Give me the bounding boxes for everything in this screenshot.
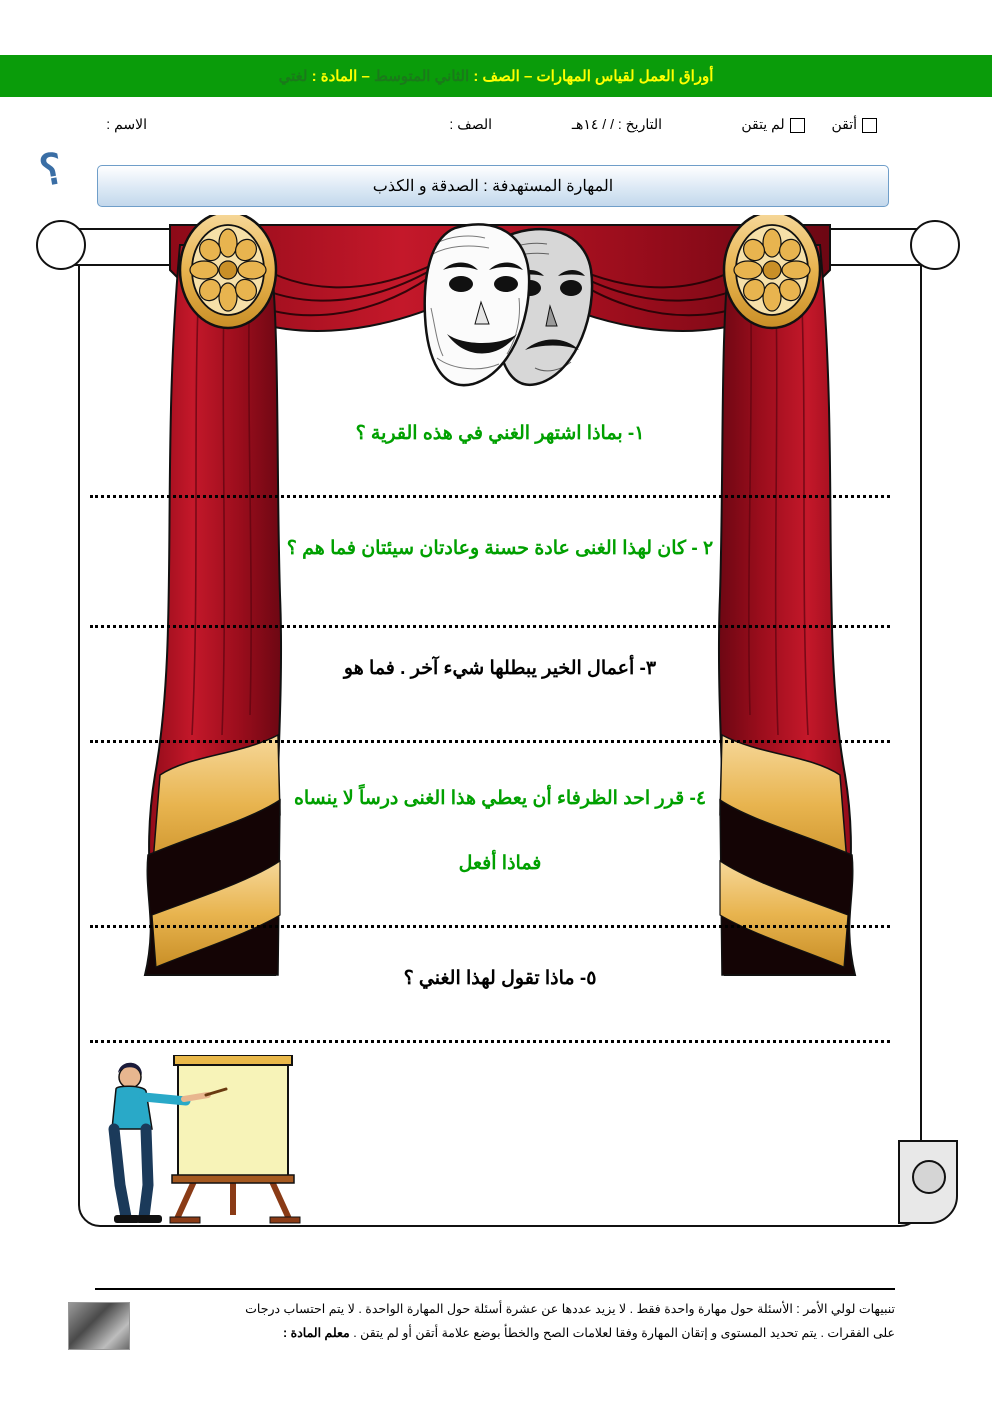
header-class-value: الثاني المتوسط (373, 68, 470, 85)
header-subject-label: المادة : (311, 68, 358, 85)
header-class-label: الصف : (473, 68, 520, 85)
footer-teacher-label: معلم المادة : (283, 1325, 350, 1340)
question-3: ٣- أعمال الخير يبطلها شيء آخر . فما هو (343, 658, 657, 679)
footer-note-line-2 (150, 1322, 895, 1346)
date-label-text: التاريخ : / / ١٤ (583, 116, 662, 132)
theatre-masks-icon (395, 218, 610, 393)
answer-line-1[interactable] (90, 495, 890, 499)
footer-decorative-image (68, 1302, 130, 1350)
answer-line-2[interactable] (90, 625, 890, 629)
date-hijri-suffix: هـ (571, 116, 584, 132)
question-mark-decoration: ؟ (35, 143, 67, 196)
page-header-bar (0, 55, 992, 97)
question-1: ١- بماذا اشتهر الغني في هذه القرية ؟ (355, 423, 645, 444)
class-field-label: الصف : (449, 116, 492, 132)
header-title (279, 67, 714, 85)
mastery-checkboxes (741, 116, 882, 133)
header-separator-2: – (361, 68, 370, 85)
painter-easel-illustration (100, 1055, 360, 1225)
questions-area (90, 400, 910, 1060)
mastered-label: أتقن (831, 116, 857, 132)
question-5: ٥- ماذا تقول لهذا الغني ؟ (403, 968, 597, 989)
answer-line-5[interactable] (90, 1040, 890, 1044)
footer-divider (95, 1288, 895, 1290)
footer-notes (150, 1298, 895, 1346)
header-separator-1: – (523, 68, 533, 85)
target-skill-banner (97, 165, 889, 207)
question-4-continued: فماذا أفعل (458, 853, 542, 874)
footer-note-line-2-text: على الفقرات . يتم تحديد المستوى و إتقان المهارة وفقا لعلامات الصح والخطأ بوضع علامة أتقن أو لم يتقن . (353, 1325, 895, 1340)
not-mastered-checkbox[interactable] (790, 118, 805, 133)
curtain-rosette-left (180, 215, 276, 328)
scroll-bottom-curl (898, 1140, 956, 1224)
question-4: ٤- قرر احد الظرفاء أن يعطي هذا الغنى درساً لا ينساه (293, 788, 707, 809)
not-mastered-label: لم يتقن (741, 116, 785, 132)
curtain-rosette-right (724, 215, 820, 328)
question-2: ٢ - كان لهذا الغنى عادة حسنة وعادتان سيئتان فما هم ؟ (286, 538, 714, 559)
answer-line-4[interactable] (90, 925, 890, 929)
mastered-checkbox[interactable] (862, 118, 877, 133)
footer-note-line-1: تنبيهات لولي الأمر : الأسئلة حول مهارة واحدة فقط . لا يزيد عددها عن عشرة أسئلة حول المهارة الواحدة . لا يتم احتساب درجات (245, 1302, 895, 1316)
scroll-roller-cap-right (910, 220, 960, 270)
scroll-roller-cap-left (36, 220, 86, 270)
date-field-label (572, 116, 662, 133)
header-title-main: أوراق العمل لقياس المهارات (536, 68, 714, 85)
target-skill-text: المهارة المستهدفة : الصدقة و الكذب (372, 178, 614, 195)
header-subject-value: لغتي (278, 68, 308, 85)
name-field-label: الاسم : (106, 116, 147, 132)
answer-line-3[interactable] (90, 740, 890, 744)
student-info-row (0, 112, 992, 140)
